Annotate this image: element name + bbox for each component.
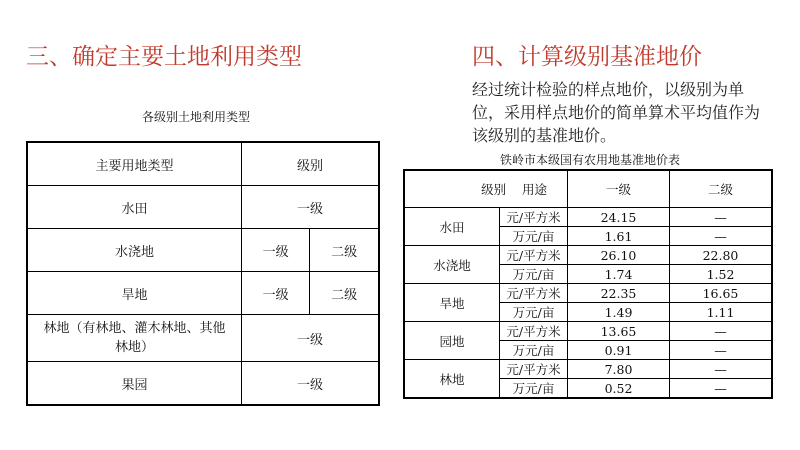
price-cell: 26.10 — [568, 246, 670, 265]
header-level: 级别 — [242, 142, 380, 186]
land-type-cell: 旱地 — [404, 284, 500, 322]
price-table-caption: 铁岭市本级国有农用地基准地价表 — [500, 153, 681, 167]
price-cell: 24.15 — [568, 208, 670, 227]
unit-cell: 万元/亩 — [500, 303, 568, 322]
level-cell: 一级 — [242, 362, 380, 406]
table-row — [404, 208, 772, 227]
land-type-table — [26, 141, 380, 406]
land-type-cell: 林地 — [404, 360, 500, 399]
header-use-label: 用途 — [521, 182, 547, 197]
table-row — [404, 322, 772, 341]
table-row — [27, 186, 379, 229]
price-cell: — — [670, 208, 773, 227]
table-row — [27, 362, 379, 406]
land-type-cell: 旱地 — [27, 272, 242, 315]
level-cell: 一级 — [242, 315, 380, 362]
price-cell: 1.11 — [670, 303, 773, 322]
unit-cell: 万元/亩 — [500, 379, 568, 399]
land-type-cell: 果园 — [27, 362, 242, 406]
base-price-table — [403, 169, 773, 399]
unit-cell: 元/平方米 — [500, 208, 568, 227]
table-row — [404, 246, 772, 265]
table-header-row — [27, 142, 379, 186]
header-land-type: 主要用地类型 — [27, 142, 242, 186]
level-cell: 一级 — [242, 229, 310, 272]
unit-cell: 元/平方米 — [500, 322, 568, 341]
table-row — [404, 284, 772, 303]
unit-cell: 元/平方米 — [500, 360, 568, 379]
header-level-1: 一级 — [568, 170, 670, 208]
price-cell: — — [670, 227, 773, 246]
table-row — [27, 315, 379, 362]
table-header-row — [404, 170, 772, 208]
unit-cell: 元/平方米 — [500, 246, 568, 265]
price-cell: — — [670, 322, 773, 341]
price-cell: 13.65 — [568, 322, 670, 341]
land-type-cell: 水田 — [404, 208, 500, 246]
land-type-table-caption: 各级别土地利用类型 — [142, 110, 251, 124]
price-cell: — — [670, 360, 773, 379]
price-cell: 1.49 — [568, 303, 670, 322]
unit-cell: 万元/亩 — [500, 341, 568, 360]
land-type-cell: 水田 — [27, 186, 242, 229]
level-cell: 一级 — [242, 272, 310, 315]
header-level-use — [404, 170, 568, 208]
price-cell: 22.80 — [670, 246, 773, 265]
price-cell: 7.80 — [568, 360, 670, 379]
level-cell: 一级 — [242, 186, 380, 229]
right-section-title: 四、计算级别基准地价 — [472, 44, 702, 70]
price-cell: 0.52 — [568, 379, 670, 399]
price-cell: 0.91 — [568, 341, 670, 360]
price-cell: 1.74 — [568, 265, 670, 284]
left-section-title: 三、确定主要土地利用类型 — [26, 44, 302, 70]
table-row — [404, 360, 772, 379]
land-type-cell: 水浇地 — [404, 246, 500, 284]
table-row — [27, 272, 379, 315]
level-cell: 二级 — [310, 229, 379, 272]
unit-cell: 万元/亩 — [500, 227, 568, 246]
unit-cell: 元/平方米 — [500, 284, 568, 303]
price-cell: 1.52 — [670, 265, 773, 284]
land-type-cell: 园地 — [404, 322, 500, 360]
table-row — [27, 229, 379, 272]
land-type-cell: 林地（有林地、灌木林地、其他林地） — [27, 315, 242, 362]
land-type-cell: 水浇地 — [27, 229, 242, 272]
price-cell: — — [670, 379, 773, 399]
header-level-2: 二级 — [670, 170, 773, 208]
unit-cell: 万元/亩 — [500, 265, 568, 284]
header-level-label: 级别 — [481, 182, 507, 197]
price-cell: 22.35 — [568, 284, 670, 303]
method-description: 经过统计检验的样点地价，以级别为单位，采用样点地价的简单算术平均值作为该级别的基准地价。 — [472, 80, 761, 145]
price-cell: 16.65 — [670, 284, 773, 303]
price-cell: — — [670, 341, 773, 360]
level-cell: 二级 — [310, 272, 379, 315]
price-cell: 1.61 — [568, 227, 670, 246]
